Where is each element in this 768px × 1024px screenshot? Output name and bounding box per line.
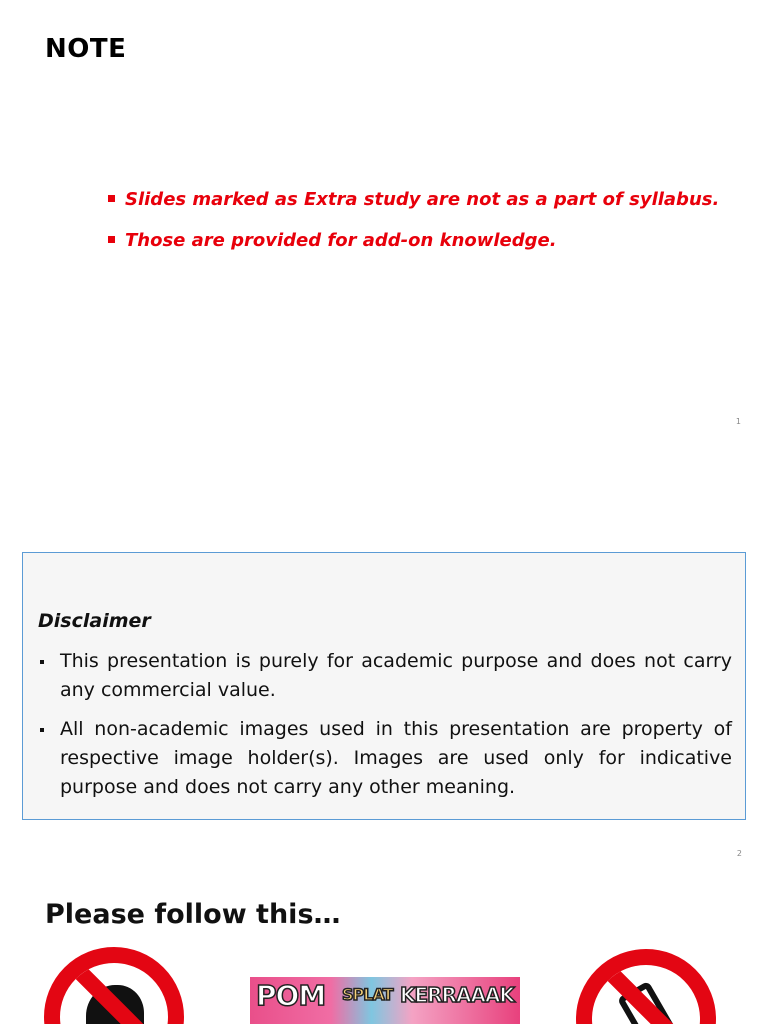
graffiti-text: POM bbox=[256, 979, 326, 1012]
graffiti-text: SPLAT bbox=[342, 985, 393, 1004]
page-number: 1 bbox=[735, 417, 741, 426]
page-number: 2 bbox=[736, 849, 742, 858]
disclaimer-list bbox=[38, 647, 732, 812]
disclaimer-title: Disclaimer bbox=[38, 610, 151, 632]
disclaimer-box bbox=[22, 552, 746, 820]
slide-note bbox=[0, 0, 768, 440]
graffiti-image bbox=[250, 977, 520, 1024]
note-bullet-list bbox=[108, 186, 719, 268]
graffiti-text: KERRAAAK bbox=[400, 983, 514, 1007]
disclaimer-item: All non-academic images used in this presentation are property of respective image holder(s). Images are used only for indicative purpose and does not carry any other meaning. bbox=[38, 715, 732, 802]
no-phone-sign-icon bbox=[576, 949, 716, 1024]
note-bullet: Those are provided for add-on knowledge. bbox=[108, 227, 719, 268]
no-talking-sign-icon bbox=[44, 947, 184, 1024]
disclaimer-item: This presentation is purely for academic purpose and does not carry any commercial value. bbox=[38, 647, 732, 705]
slide-disclaimer bbox=[0, 440, 768, 865]
slide-follow bbox=[0, 865, 768, 1024]
note-bullet: Slides marked as Extra study are not as a part of syllabus. bbox=[108, 186, 719, 227]
slide-title: Please follow this… bbox=[45, 899, 341, 930]
slide-title: NOTE bbox=[45, 34, 127, 64]
